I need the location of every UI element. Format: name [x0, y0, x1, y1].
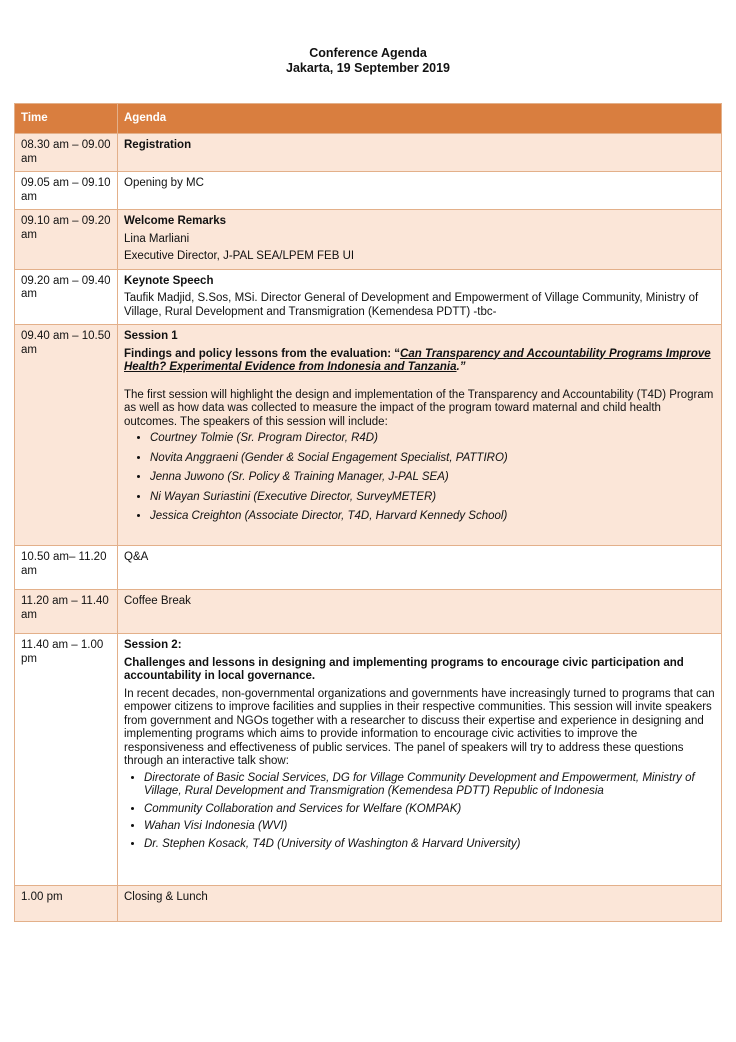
- list-item: • Novita Anggraeni (Gender & Social Engagement Specialist, PATTIRO): [150, 452, 715, 466]
- table-row: [15, 134, 722, 172]
- agenda-cell: [118, 634, 722, 886]
- speaker-name: Lina Marliani: [124, 232, 190, 245]
- table-row: [15, 269, 722, 325]
- session-description: In recent decades, non-governmental organizations and governments have increasingly turned to programs that can empower citizens to improve facilities and supplies in their respective communities. This session will invite speakers from government and NGOs together with a researcher to discuss their expertise and experience in designing and implementing programs which aims to provide information to encourage civic activities to improve the responsiveness and effectiveness of public services. The panel of speakers will try to address these questions through an interactive talk show:: [124, 687, 715, 767]
- table-header-row: [15, 104, 722, 134]
- item-text: Closing & Lunch: [124, 891, 208, 903]
- item-text: Taufik Madjid, S.Sos, MSi. Director General of Development and Empowerment of Village Community, Ministry of Village, Rural Development and Transmigration (Kemendesa PDTT) -tbc-: [124, 292, 699, 318]
- time-cell: 1.00 pm: [15, 886, 118, 922]
- list-item: • Jessica Creighton (Associate Director, T4D, Harvard Kennedy School): [150, 510, 715, 524]
- document-title: [0, 46, 736, 76]
- time-cell: 11.40 am – 1.00 pm: [15, 634, 118, 886]
- time-cell: 09.20 am – 09.40 am: [15, 269, 118, 325]
- time-cell: 09.05 am – 09.10 am: [15, 172, 118, 210]
- agenda-cell: [118, 886, 722, 922]
- time-cell: 10.50 am– 11.20 am: [15, 546, 118, 590]
- list-item: • Directorate of Basic Social Services, DG for Village Community Development and Empowerment, Ministry of Village, Rural Development and Transmigration (Kemendesa PDTT) Republic of Indonesia: [144, 772, 715, 799]
- speaker-role: Executive Director, J-PAL SEA/LPEM FEB UI: [124, 250, 355, 262]
- agenda-cell: [118, 210, 722, 270]
- session-subtitle: Findings and policy lessons from the evaluation: “Can Transparency and Accountability Programs Improve Health? Experimental Evidence from Indonesia and Tanzania.”: [124, 347, 711, 373]
- list-item: • Jenna Juwono (Sr. Policy & Training Manager, J-PAL SEA): [150, 471, 715, 485]
- list-item: • Community Collaboration and Services for Welfare (KOMPAK): [144, 803, 715, 817]
- table-row: [15, 210, 722, 270]
- table-row: [15, 634, 722, 886]
- item-title: Welcome Remarks: [124, 215, 227, 227]
- item-text: Opening by MC: [124, 177, 204, 189]
- time-column-header: Time: [15, 104, 118, 134]
- title-line-1: Conference Agenda: [309, 46, 427, 60]
- agenda-cell: [118, 269, 722, 325]
- table-row: [15, 325, 722, 546]
- title-line-2: Jakarta, 19 September 2019: [286, 61, 450, 75]
- evaluation-title-link[interactable]: Can Transparency and Accountability Programs Improve Health? Experimental Evidence from Indonesia and Tanzania: [124, 347, 711, 373]
- table-row: [15, 546, 722, 590]
- item-title: Keynote Speech: [124, 274, 214, 287]
- table-row: [15, 886, 722, 922]
- list-item: • Dr. Stephen Kosack, T4D (University of Washington & Harvard University): [144, 838, 715, 852]
- session-subtitle: Challenges and lessons in designing and implementing programs to encourage civic participation and accountability in local governance.: [124, 656, 684, 682]
- table-row: [15, 590, 722, 634]
- agenda-cell: [118, 172, 722, 210]
- speaker-list: [124, 432, 715, 524]
- speaker-list: [124, 772, 715, 852]
- list-item: • Courtney Tolmie (Sr. Program Director, R4D): [150, 432, 715, 446]
- agenda-column-header: Agenda: [118, 104, 722, 134]
- session-title: Session 2:: [124, 639, 182, 651]
- time-cell: 11.20 am – 11.40 am: [15, 590, 118, 634]
- agenda-cell: [118, 134, 722, 172]
- item-text: Q&A: [124, 551, 149, 563]
- time-cell: 08.30 am – 09.00 am: [15, 134, 118, 172]
- list-item: • Ni Wayan Suriastini (Executive Director, SurveyMETER): [150, 491, 715, 505]
- list-item: • Wahan Visi Indonesia (WVI): [144, 820, 715, 834]
- table-row: [15, 172, 722, 210]
- agenda-table: [14, 103, 722, 922]
- session-title: Session 1: [124, 330, 178, 342]
- time-cell: 09.40 am – 10.50 am: [15, 325, 118, 546]
- session-description: The first session will highlight the design and implementation of the Transparency and Accountability (T4D) Program as well as how data was collected to measure the impact of the program toward maternal and child health outcomes. The speakers of this session will include:: [124, 388, 714, 428]
- agenda-cell: [118, 546, 722, 590]
- time-cell: 09.10 am – 09.20 am: [15, 210, 118, 270]
- item-title: Registration: [124, 139, 192, 151]
- agenda-cell: [118, 325, 722, 546]
- agenda-cell: [118, 590, 722, 634]
- item-text: Coffee Break: [124, 595, 191, 607]
